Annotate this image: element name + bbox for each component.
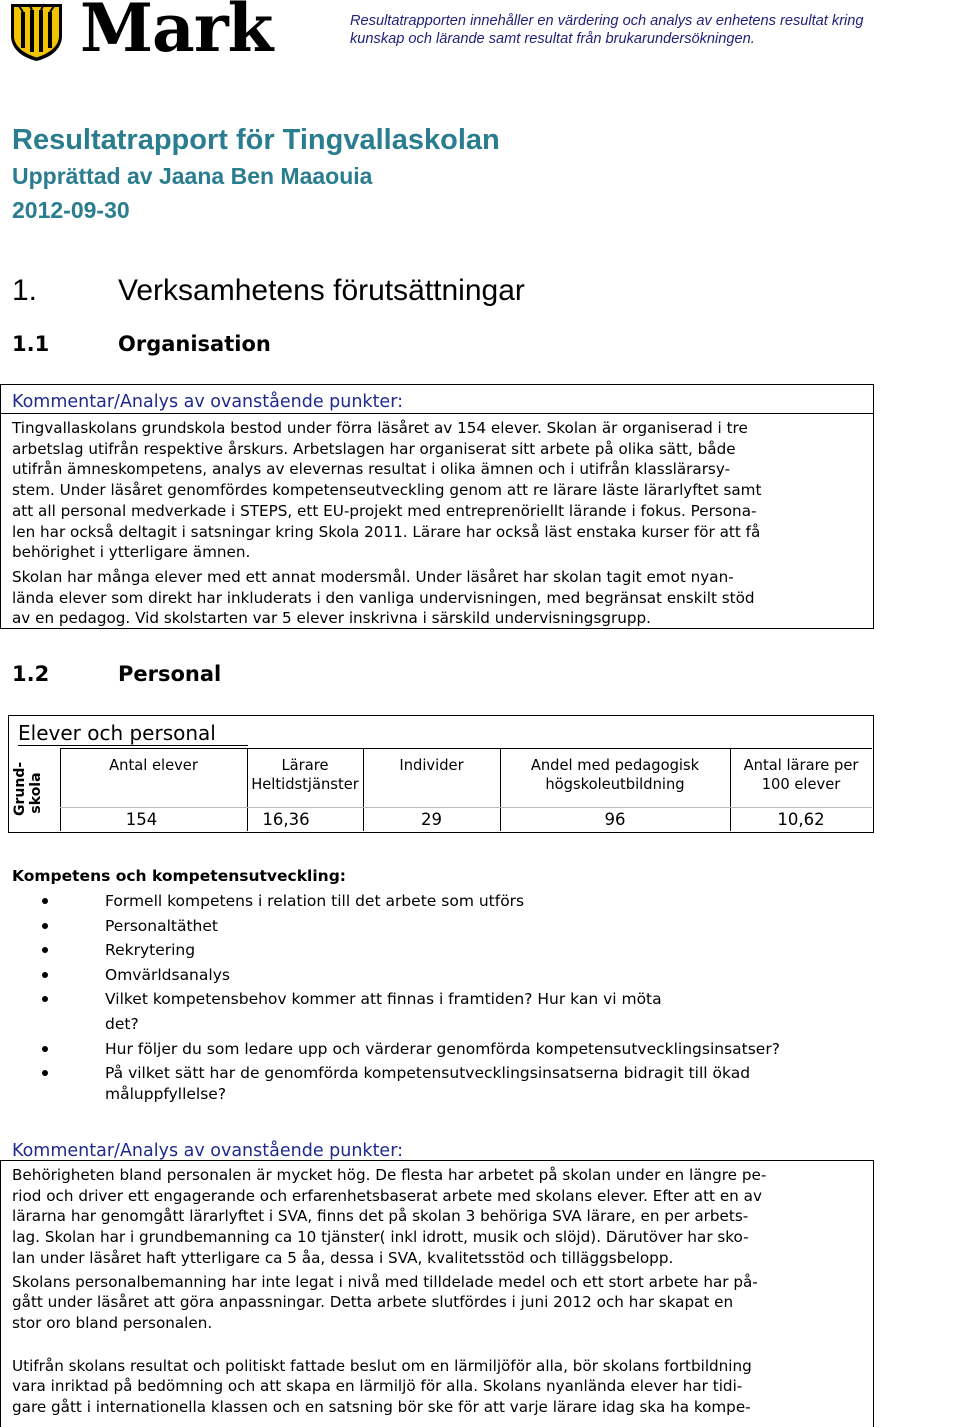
text-line: vara inriktad på bedömning och att skapa en lärmiljö för alla. Skolans nyanlända elever har tidi- — [12, 1377, 743, 1396]
text-line: lända elever som direkt har inkluderats i den vanliga undervisningen, med begränsat enskilt stöd — [12, 588, 755, 607]
table-row-divider — [60, 748, 872, 749]
list-item-text: Personaltäthet — [105, 917, 218, 935]
table-column-header — [730, 756, 872, 794]
text-line: riod och driver ett engagerande och erfarenhetsbaserat arbete med skolans elever. Efter att en av — [12, 1186, 762, 1205]
list-item-text: Hur följer du som ledare upp och värderar genomförda kompetensutvecklingsinsatser? — [105, 1040, 780, 1058]
table-cell-value: 10,62 — [777, 810, 825, 829]
list-item-text: det? — [105, 1015, 139, 1033]
table-cell-value: 16,36 — [262, 810, 310, 829]
text-line: Tingvallaskolans grundskola bestod under förra läsåret av 154 elever. Skolan är organiserad i tre — [12, 419, 748, 437]
column-header-line: Antal lärare per — [743, 757, 859, 774]
analysis-heading: Kommentar/Analys av ovanstående punkter: — [12, 392, 403, 412]
text-line: arbetslag utifrån respektive årskurs. Arbetslagen har organiserat sitt arbete på olika sätt, både — [12, 439, 736, 458]
report-author: Upprättad av Jaana Ben Maaouia — [12, 163, 373, 189]
list-item-text: Vilket kompetensbehov kommer att finnas i framtiden? Hur kan vi möta — [105, 990, 662, 1008]
bullet-icon — [42, 1046, 48, 1052]
list-item-text: Formell kompetens i relation till det arbete som utförs — [105, 892, 525, 910]
table-column-header — [60, 756, 247, 775]
table-cell-value: 96 — [604, 810, 626, 829]
column-header-line: 100 elever — [761, 776, 841, 793]
municipality-shield-logo — [9, 2, 64, 62]
text-line: Behörigheten bland personalen är mycket hög. De flesta har arbetet på skolan under en längre pe- — [12, 1166, 767, 1184]
table-row-divider — [60, 807, 872, 808]
municipality-logo-text: Mark — [80, 0, 273, 67]
report-title: Resultatrapport för Tingvallaskolan — [12, 124, 500, 156]
list-item-text: Omvärldsanalys — [105, 966, 230, 984]
section-title: Verksamhetens förutsättningar — [118, 274, 525, 307]
column-header-line: Antal elever — [109, 757, 198, 774]
staff-table-title: Elever och personal — [18, 721, 216, 745]
school-type-label-line: Grund- — [12, 761, 28, 816]
text-line: len har också deltagit i satsningar kring Skola 2011. Lärare har också läst enstaka kurser för att få — [12, 522, 761, 541]
column-header-line: Individer — [399, 757, 464, 774]
header-note — [350, 12, 960, 48]
text-line: Utifrån skolans resultat och politiskt fattade beslut om en lärmiljöför alla, bör skolans fortbildning — [12, 1356, 752, 1375]
list-item-text: Rekrytering — [105, 941, 196, 959]
bullet-icon — [42, 1070, 48, 1076]
section-heading — [12, 273, 525, 309]
title-underline — [18, 745, 248, 746]
table-column-header — [500, 756, 730, 794]
bullet-icon — [42, 972, 48, 978]
table-column-header — [228, 756, 382, 794]
column-header-line: Heltidstjänster — [251, 776, 359, 793]
text-line: gare gått i internationella klassen och en satsning bör ske för att varje lärare idag ska ha kompe- — [12, 1398, 751, 1417]
text-line: lan under läsåret haft ytterligare ca 5 åa, dessa i SVA, kvalitetsstöd och tilläggsbelopp. — [12, 1248, 674, 1267]
analysis-heading: Kommentar/Analys av ovanstående punkter: — [12, 1141, 403, 1161]
subsection-title: Personal — [118, 662, 222, 686]
text-line: att all personal medverkade i STEPS, ett EU-projekt med entreprenöriellt lärande i fokus. Persona- — [12, 501, 757, 520]
section-number: 1. — [12, 274, 38, 307]
list-item-text: måluppfyllelse? — [105, 1085, 227, 1103]
table-cell-value: 29 — [421, 810, 442, 829]
school-type-label-line: skola — [28, 772, 44, 814]
table-column-header — [363, 756, 500, 775]
personnel-analysis-text — [12, 1165, 862, 1418]
text-line: Skolans personalbemanning har inte legat i nivå med tilldelade medel och ett stort arbete har på- — [12, 1272, 758, 1291]
competence-heading: Kompetens och kompetensutveckling: — [12, 867, 346, 885]
text-line: lärarna har genomgått lärarlyftet i SVA, finns det på skolan 3 behöriga SVA lärare, en per arbets- — [12, 1207, 749, 1226]
column-header-line: Andel med pedagogisk — [530, 757, 700, 774]
list-item-text: På vilket sätt har de genomförda kompetensutvecklingsinsatserna bidragit till ökad — [105, 1064, 751, 1082]
bullet-icon — [42, 923, 48, 929]
organisation-analysis-text — [12, 418, 862, 629]
text-line: behörighet i ytterligare ämnen. — [12, 543, 251, 562]
text-line: utifrån ämneskompetens, analys av elevernas resultat i olika ämnen och i utifrån klasslärarsy- — [12, 460, 731, 479]
text-line: Skolan har många elever med ett annat modersmål. Under läsåret har skolan tagit emot nyan- — [12, 567, 734, 586]
column-header-line: högskoleutbildning — [545, 776, 685, 793]
subsection-number: 1.1 — [12, 332, 50, 356]
bullet-icon — [42, 947, 48, 953]
bullet-icon — [42, 996, 48, 1002]
divider — [0, 413, 873, 414]
subsection-number: 1.2 — [12, 662, 50, 686]
text-line: gått under läsåret att göra anpassningar. Detta arbete slutfördes i juni 2012 och har skapat en — [12, 1293, 734, 1312]
text-line: stor oro bland personalen. — [12, 1313, 213, 1332]
text-line: lag. Skolan har i grundbemanning ca 10 tjänster( inkl idrott, musik och slöjd). Därutöver har sko- — [12, 1228, 749, 1247]
text-line: av en pedagog. Vid skolstarten var 5 elever inskrivna i särskild undervisningsgrupp. — [12, 609, 651, 628]
header-note-line: Resultatrapporten innehåller en värdering och analys av enhetens resultat kring — [350, 13, 864, 29]
text-line: stem. Under läsåret genomfördes kompetenseutveckling genom att re lärare läste lärarlyftet samt — [12, 481, 762, 500]
school-type-label — [12, 761, 44, 816]
report-date: 2012-09-30 — [12, 197, 130, 223]
subsection-heading-organisation — [12, 331, 271, 357]
subsection-heading-personal — [12, 661, 221, 687]
subsection-title: Organisation — [118, 332, 271, 356]
table-cell-value: 154 — [125, 810, 158, 829]
column-header-line: Lärare — [281, 757, 329, 774]
bullet-icon — [42, 898, 48, 904]
header-note-line: kunskap och lärande samt resultat från brukarundersökningen. — [350, 31, 755, 47]
